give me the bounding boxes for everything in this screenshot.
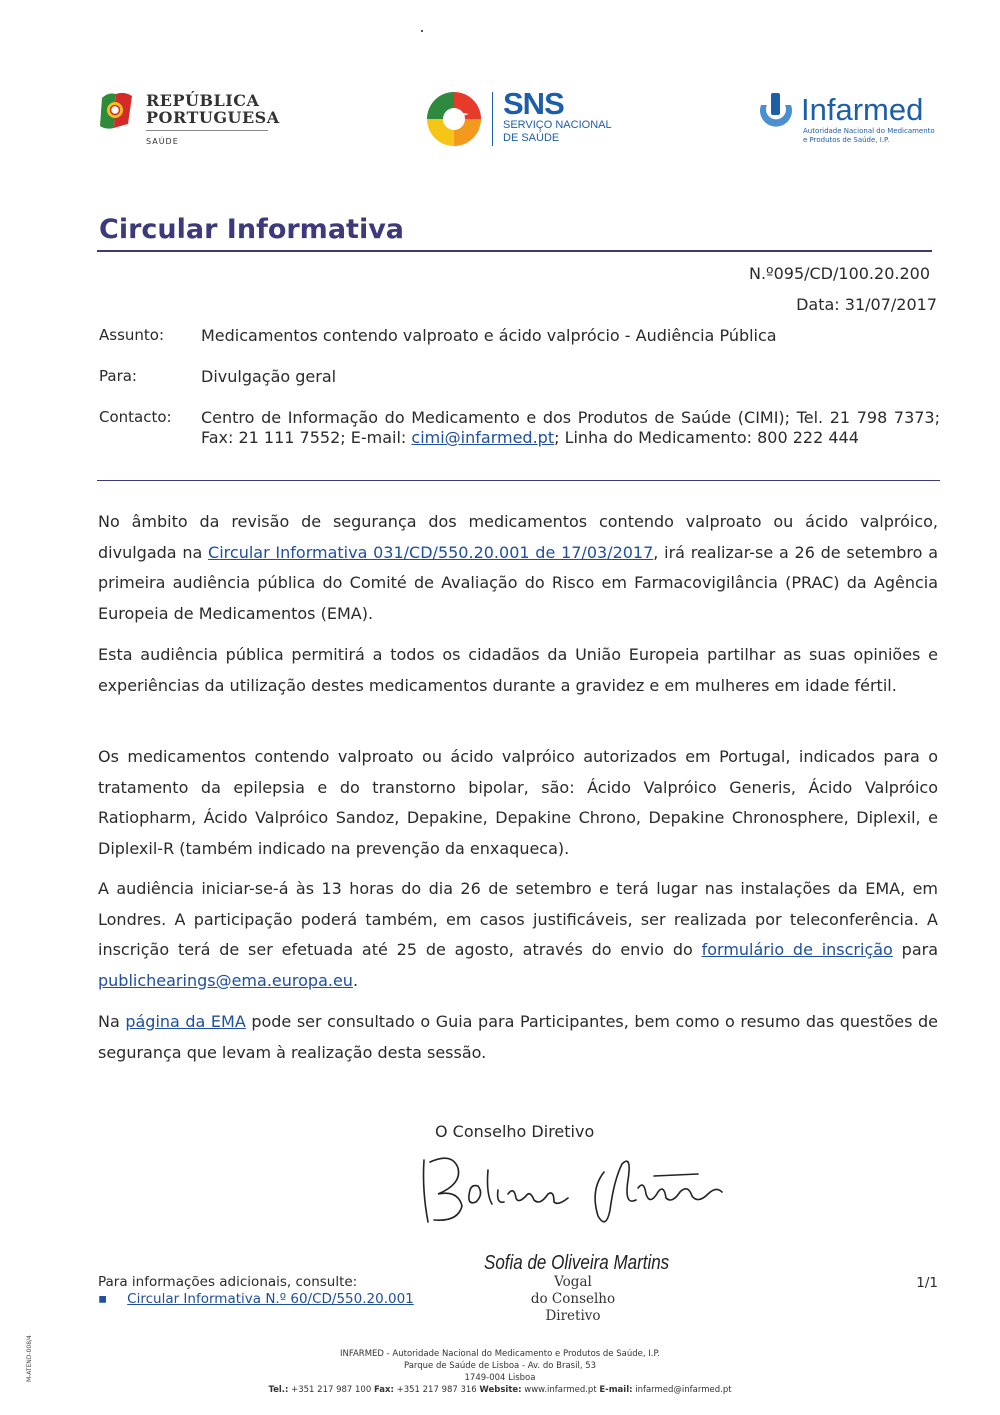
republica-portuguesa-wordmark: REPÚBLICA PORTUGUESA [146, 91, 280, 127]
contact-label: Contacto: [99, 408, 172, 426]
contact-email-link[interactable]: cimi@infarmed.pt [411, 428, 555, 447]
footer: INFARMED - Autoridade Nacional do Medicamento e Produtos de Saúde, I.P. Parque de Saúde de Lisboa - Av. do Brasil, 53 1749-004 Lisboa Tel.: +351 217 987 100 Fax: +351 217 987 316 Website: www.infarmed.pt E-mail: infarmed@infarmed.pt [268, 1349, 732, 1395]
document-title: Circular Informativa [99, 214, 405, 245]
page-number: 1/1 [916, 1275, 938, 1291]
handwritten-signature [418, 1150, 728, 1232]
title-rule [97, 250, 932, 252]
body-paragraph-4: A audiência iniciar-se-á às 13 horas do dia 26 de setembro e terá lugar nas instalações da EMA, em Londres. A participação poderá também, em casos justificáveis, ser realizada por teleconferência. A inscrição terá de ser efetuada até 25 de agosto, através do envio do formulário de inscrição para publichearings@ema.europa.eu. [98, 879, 939, 990]
infarmed-subtitle: Autoridade Nacional do Medicamento e Produtos de Saúde, I.P. [803, 127, 935, 144]
sns-subtitle: SERVIÇO NACIONAL DE SAÚDE [503, 119, 612, 144]
to-value: Divulgação geral [201, 367, 337, 386]
infarmed-wordmark: Infarmed [801, 92, 924, 127]
subject-value: Medicamentos contendo valproato e ácido valprócio - Audiência Pública [201, 326, 777, 345]
council-label: O Conselho Diretivo [435, 1122, 595, 1141]
body-paragraph-2: Esta audiência pública permitirá a todos os cidadãos da União Europeia partilhar as suas opiniões e experiências da utilização destes medicamentos durante a gravidez e em mulheres em idade fértil. [98, 645, 938, 695]
republica-portuguesa-emblem-icon [98, 88, 134, 134]
circular-031-link[interactable]: Circular Informativa 031/CD/550.20.001 de 17/03/2017 [208, 542, 654, 562]
circular-number: N.º095/CD/100.20.200 [748, 264, 930, 283]
bullet-icon: ▪ [98, 1291, 108, 1307]
infarmed-logo-icon [755, 91, 797, 133]
republica-portuguesa-subtitle: SAÚDE [146, 137, 179, 146]
body-paragraph-3: Os medicamentos contendo valproato ou ácido valpróico autorizados em Portugal, indicados para o tratamento da epilepsia e do transtorno bipolar, são: Ácido Valpróico Generis, Ácido Valpróico Ratiopharm, Ácido Valpróico Sandoz, Depakine, Depakine Chrono, Depakine Chronosphere, Diplexil, e Diplexil-R (também indicado na prevenção da enxaqueca). [98, 747, 938, 858]
more-info-item [98, 1291, 414, 1307]
registration-form-link[interactable]: formulário de inscrição [701, 940, 893, 959]
ema-page-link[interactable]: página da EMA [125, 1012, 246, 1031]
subject-label: Assunto: [99, 326, 165, 344]
sns-wordmark: SNS [503, 86, 564, 121]
form-code: M-ATEND-008/4 [26, 1335, 33, 1382]
to-label: Para: [99, 367, 137, 385]
sns-divider [492, 92, 493, 146]
sns-logo-icon [425, 90, 483, 148]
logo-divider [146, 130, 268, 131]
publichearings-email-link[interactable]: publichearings@ema.europa.eu [98, 970, 353, 990]
scan-dot [421, 30, 423, 32]
meta-rule [97, 480, 940, 481]
more-info-label: Para informações adicionais, consulte: [98, 1274, 358, 1290]
signatory-name: Sofia de Oliveira Martins [484, 1252, 670, 1274]
body-paragraph-1: No âmbito da revisão de segurança dos medicamentos contendo valproato ou ácido valpróico, divulgada na Circular Informativa 031/CD/550.20.001 de 17/03/2017, irá realizar-se a 26 de setembro a primeira audiência pública do Comité de Avaliação do Risco em Farmacovigilância (PRAC) da Agência Europeia de Medicamentos (EMA). [98, 512, 939, 623]
body-paragraph-5: Na página da EMA pode ser consultado o Guia para Participantes, bem como o resumo das questões de segurança que levam à realização desta sessão. [98, 1012, 939, 1062]
circular-60-link[interactable]: Circular Informativa N.º 60/CD/550.20.001 [127, 1291, 414, 1307]
circular-date: Data: 31/07/2017 [796, 295, 937, 314]
signatory-role: Vogal do Conselho Diretivo [530, 1274, 616, 1324]
contact-value: Centro de Informação do Medicamento e dos Produtos de Saúde (CIMI); Tel. 21 798 7373; Fax: 21 111 7552; E-mail: cimi@infarmed.pt; Linha do Medicamento: 800 222 444 [201, 408, 940, 447]
